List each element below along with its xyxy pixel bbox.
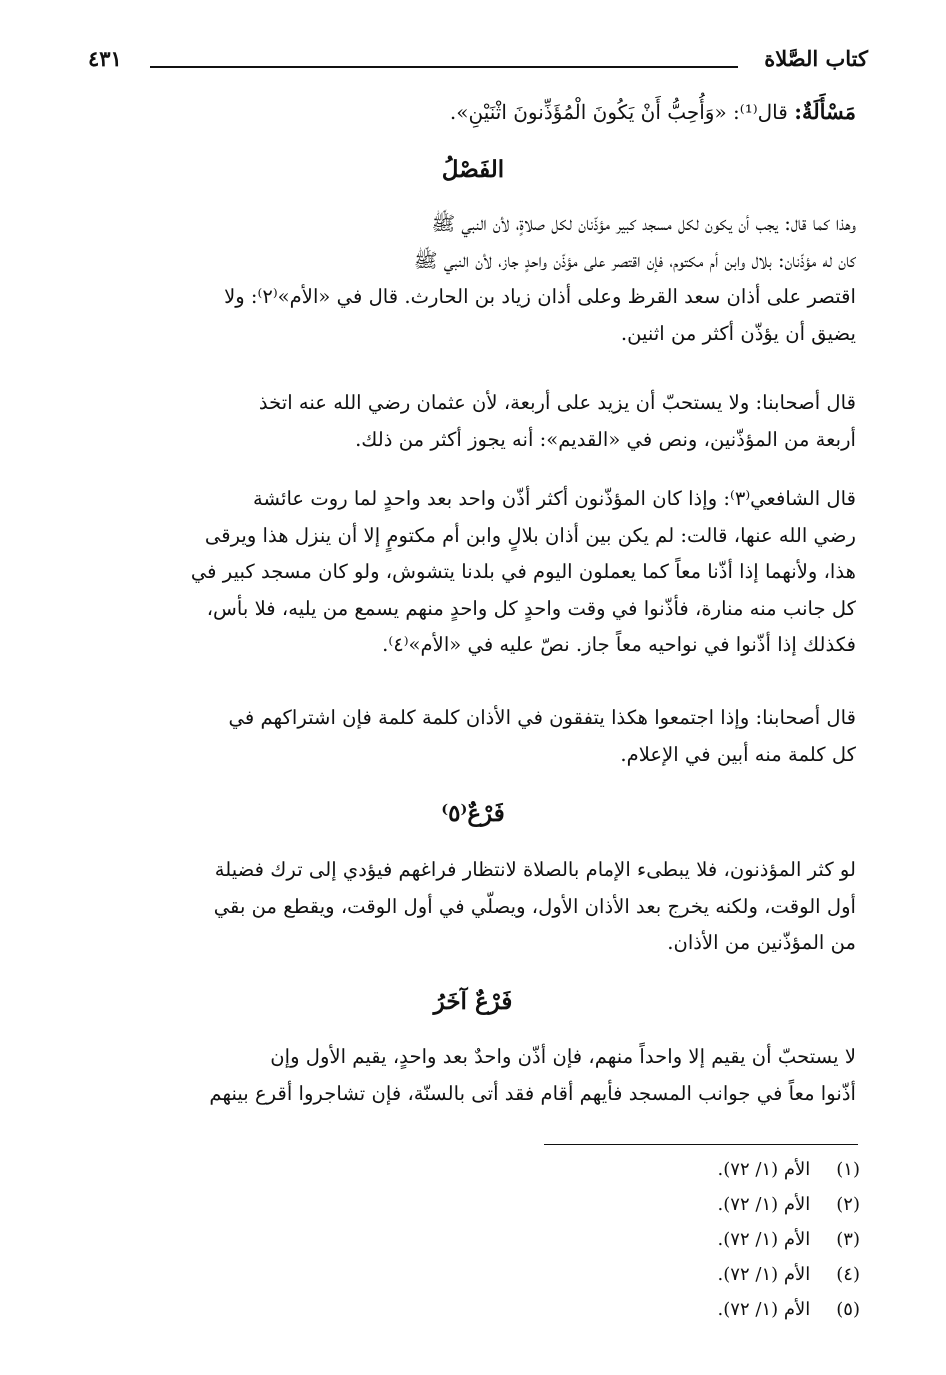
- masala-line: [88, 94, 856, 130]
- text-line: اقتصر على أذان سعد القرظ وعلى أذان زياد بن الحارث. قال في «الأم»⁽٢⁾: ولا: [224, 285, 856, 309]
- text-line: قال أصحابنا: ولا يستحبّ أن يزيد على أربعة، لأن عثمان رضي الله عنه اتخذ: [258, 391, 856, 414]
- footnote-number: (١): [836, 1159, 860, 1180]
- text-line: قال أصحابنا: وإذا اجتمعوا هكذا يتفقون في الأذان كلمة كلمة فإن اشتراكهم في: [228, 706, 856, 729]
- page-header: [88, 44, 868, 84]
- text-line: من المؤذّنين من الأذان.: [667, 931, 856, 955]
- page-number: ٤٣١: [88, 46, 122, 71]
- footnote-text: الأم (١/ ٧٢).: [717, 1194, 811, 1215]
- footnote-text: الأم (١/ ٧٢).: [717, 1299, 811, 1320]
- footnotes: [460, 1152, 860, 1327]
- footnote: [460, 1187, 860, 1222]
- text-line: لا يستحبّ أن يقيم إلا واحداً منهم، فإن أذّن واحدٌ بعد واحدٍ، يقيم الأول وإن: [270, 1045, 856, 1068]
- paragraph-1: [86, 206, 856, 352]
- masala-label: مَسْأَلَةٌ:: [794, 99, 856, 124]
- heading-far-akhar: فَرْعٌ آخَرُ: [433, 988, 513, 1015]
- footnote-separator: [544, 1144, 858, 1145]
- footnote-text: الأم (١/ ٧٢).: [717, 1229, 811, 1250]
- text-line: يضيق أن يؤذّن أكثر من اثنين.: [620, 321, 856, 345]
- footnote-number: (٤): [836, 1264, 860, 1285]
- running-title: كتاب الصَّلاة: [764, 46, 868, 71]
- footnote: [460, 1152, 860, 1187]
- footnote-text: الأم (١/ ٧٢).: [717, 1159, 811, 1180]
- text-line: رضي الله عنها، قالت: لم يكن بين أذان بلالٍ وابن أم مكتومٍ إلا أن ينزل هذا ويرقى: [204, 523, 856, 547]
- text-line: أذّنوا معاً في جوانب المسجد فأيهم أقام فقد أتى بالسنّة، فإن تشاجروا أقرع بينهم: [209, 1081, 856, 1105]
- paragraph-2: [86, 385, 856, 458]
- text-line: قال الشافعي⁽٣⁾: وإذا كان المؤذّنون أكثر أذّن واحد بعد واحدٍ لما روت عائشة: [253, 487, 856, 510]
- footnote: [460, 1292, 860, 1327]
- heading-fasl: الفَصْلُ: [441, 156, 505, 183]
- text-line: فكذلك إذا أذّنوا في نواحيه معاً جاز. نصّ عليه في «الأم»⁽٤⁾.: [382, 633, 856, 657]
- text-line: وهذا كما قال: يجب أن يكون لكل مسجد كبير مؤذّنان لكل صلاةٍ، لأن النبي ﷺ: [431, 212, 856, 235]
- masala-text: قال⁽¹⁾: «وَأُحِبُّ أَنْ يَكُونَ الْمُؤَذِّنونَ اثْنَيْنِ».: [449, 100, 788, 124]
- footnote: [460, 1222, 860, 1257]
- text-line: أول الوقت، ولكنه يخرج بعد الأذان الأول، ويصلّي في أول الوقت، ويقطع من بقي: [213, 894, 856, 918]
- text-line: أربعة من المؤذّنين، ونص في «القديم»: أنه يجوز أكثر من ذلك.: [355, 427, 856, 451]
- text-line: كل جانب منه منارة، فأذّنوا في وقت واحدٍ كل واحدٍ منهم يسمع من يليه، فلا بأس،: [206, 596, 856, 620]
- header-rule: [150, 66, 738, 68]
- footnote-number: (٢): [836, 1194, 860, 1215]
- footnote-text: الأم (١/ ٧٢).: [717, 1264, 811, 1285]
- heading-far: فَرْعٌ⁽٥⁾: [441, 800, 505, 827]
- footnote-number: (٣): [836, 1229, 860, 1250]
- text-line: لو كثر المؤذنون، فلا يبطىء الإمام بالصلاة لانتظار فراغهم فيؤدي إلى ترك فضيلة: [214, 858, 856, 881]
- paragraph-3: [86, 481, 856, 664]
- footnote: [460, 1257, 860, 1292]
- footnote-number: (٥): [836, 1299, 860, 1320]
- paragraph-4: [86, 700, 856, 773]
- text-line: كل كلمة منه أبين في الإعلام.: [620, 742, 856, 766]
- text-line: كان له مؤذّنان: بلال وابن أم مكتوم، فإن اقتصر على مؤذّن واحدٍ جاز، لأن النبي ﷺ: [413, 248, 856, 272]
- paragraph-6: [86, 1039, 856, 1112]
- paragraph-5: [86, 852, 856, 962]
- text-line: هذا، ولأنهما إذا أذّنا معاً كما يعملون اليوم في بلدنا يتشوش، ولو كان مسجد كبير في: [190, 560, 856, 584]
